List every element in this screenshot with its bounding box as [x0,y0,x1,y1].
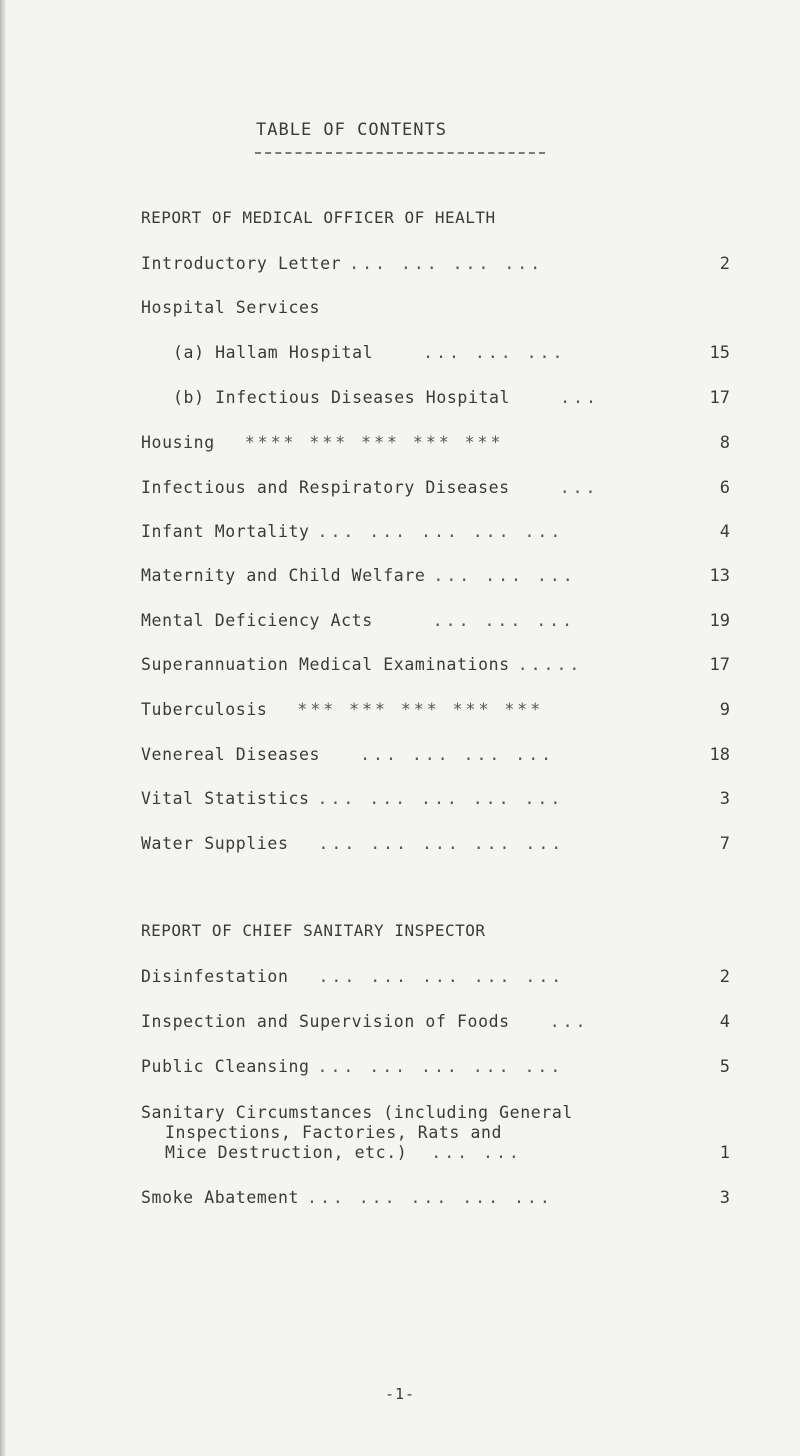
toc-entry [141,298,721,317]
toc-entry [141,478,721,497]
toc-entry [141,522,721,541]
toc-page-number: 4 [719,1012,730,1032]
toc-page-number: 3 [719,789,730,809]
toc-leader-dots: ... ... [431,1143,522,1162]
toc-entry [141,655,721,674]
toc-leader-dots: *** *** *** *** *** [297,700,544,719]
toc-entry [141,433,721,452]
toc-page-number: 4 [719,522,730,542]
toc-entry-label-cont-text: Mice Destruction, etc.) [165,1143,408,1162]
toc-leader-dots: ..... [517,655,583,674]
toc-entry [141,611,721,630]
toc-page-number: 15 [709,343,730,363]
section-heading-csi: REPORT OF CHIEF SANITARY INSPECTOR [141,921,486,940]
toc-entry [173,388,721,407]
toc-entry [141,834,721,853]
toc-leader-dots: ... ... ... [432,611,576,630]
toc-entry [141,700,721,719]
toc-leader-dots: ... ... ... ... [349,254,544,273]
toc-entry [173,343,721,362]
toc-entry-label: Inspection and Supervision of Foods [141,1012,510,1031]
toc-entry [141,745,721,764]
toc-leader-dots: ... ... ... ... ... [317,789,564,808]
toc-leader-dots: **** *** *** *** *** [244,433,504,452]
toc-entry-label: Vital Statistics [141,789,310,808]
toc-entry-label: Tuberculosis [141,700,268,719]
toc-entry [141,1057,721,1076]
toc-page-number: 7 [719,834,730,854]
toc-entry [141,789,721,808]
toc-entry [141,1103,721,1163]
toc-leader-dots: ... ... ... ... ... [318,967,565,986]
toc-entry-label: Public Cleansing [141,1057,310,1076]
toc-entry-label: Superannuation Medical Examinations [141,655,510,674]
toc-page-number: 18 [709,745,730,765]
toc-entry [141,566,721,585]
toc-leader-dots: ... ... ... [423,343,566,362]
toc-entry-label: Sanitary Circumstances (including General [141,1103,573,1122]
section-heading-moh: REPORT OF MEDICAL OFFICER OF HEALTH [141,208,496,227]
toc-entry-label: Venereal Diseases [141,745,321,764]
toc-entry-label: Smoke Abatement [141,1188,300,1207]
toc-entry-label: Hospital Services [141,298,321,317]
toc-page-number: 8 [719,433,730,453]
toc-page-number: 6 [719,478,730,498]
toc-entry-label: (a) Hallam Hospital [173,343,374,362]
toc-entry [141,967,721,986]
toc-page-number: 17 [709,655,730,675]
toc-leader-dots: ... ... ... ... ... [317,1057,564,1076]
toc-entry-label: Introductory Letter [141,254,342,273]
toc-entry-label: Infectious and Respiratory Diseases [141,478,510,497]
toc-page-number: 9 [719,700,730,720]
toc-page-number: 3 [719,1188,730,1208]
toc-leader-dots: ... [549,1012,589,1031]
toc-leader-dots: ... ... ... ... ... [317,522,564,541]
toc-entry [141,254,721,273]
toc-entry [141,1188,721,1207]
page-title: TABLE OF CONTENTS [256,120,447,140]
toc-entry-label: Water Supplies [141,834,289,853]
toc-entry-label: Housing [141,433,215,452]
toc-page-number: 2 [719,967,730,987]
toc-entry-label: Mental Deficiency Acts [141,611,373,630]
toc-leader-dots: ... [560,388,599,407]
toc-page-number: 19 [709,611,730,631]
title-underline [255,152,545,154]
toc-leader-dots: ... ... ... ... ... [318,834,565,853]
toc-page-number: 5 [719,1057,730,1077]
toc-page-number: 13 [709,566,730,586]
toc-leader-dots: ... ... ... ... [360,745,555,764]
toc-entry-label-cont [141,1143,721,1163]
toc-entry [141,1012,721,1031]
toc-leader-dots: ... [559,478,599,497]
toc-leader-dots: ... ... ... ... ... [307,1188,553,1207]
page-footer-number: -1- [384,1385,416,1403]
toc-leader-dots: ... ... ... [433,566,576,585]
toc-page-number: 1 [719,1143,730,1163]
toc-page-number: 2 [719,254,730,274]
toc-entry-label: Maternity and Child Welfare [141,566,426,585]
toc-entry-label: (b) Infectious Diseases Hospital [173,388,511,407]
toc-entry-label: Disinfestation [141,967,289,986]
toc-entry-label-cont: Inspections, Factories, Rats and [165,1123,503,1142]
toc-page-number: 17 [709,388,730,408]
page-edge-shadow [0,0,6,1456]
toc-entry-label: Infant Mortality [141,522,310,541]
